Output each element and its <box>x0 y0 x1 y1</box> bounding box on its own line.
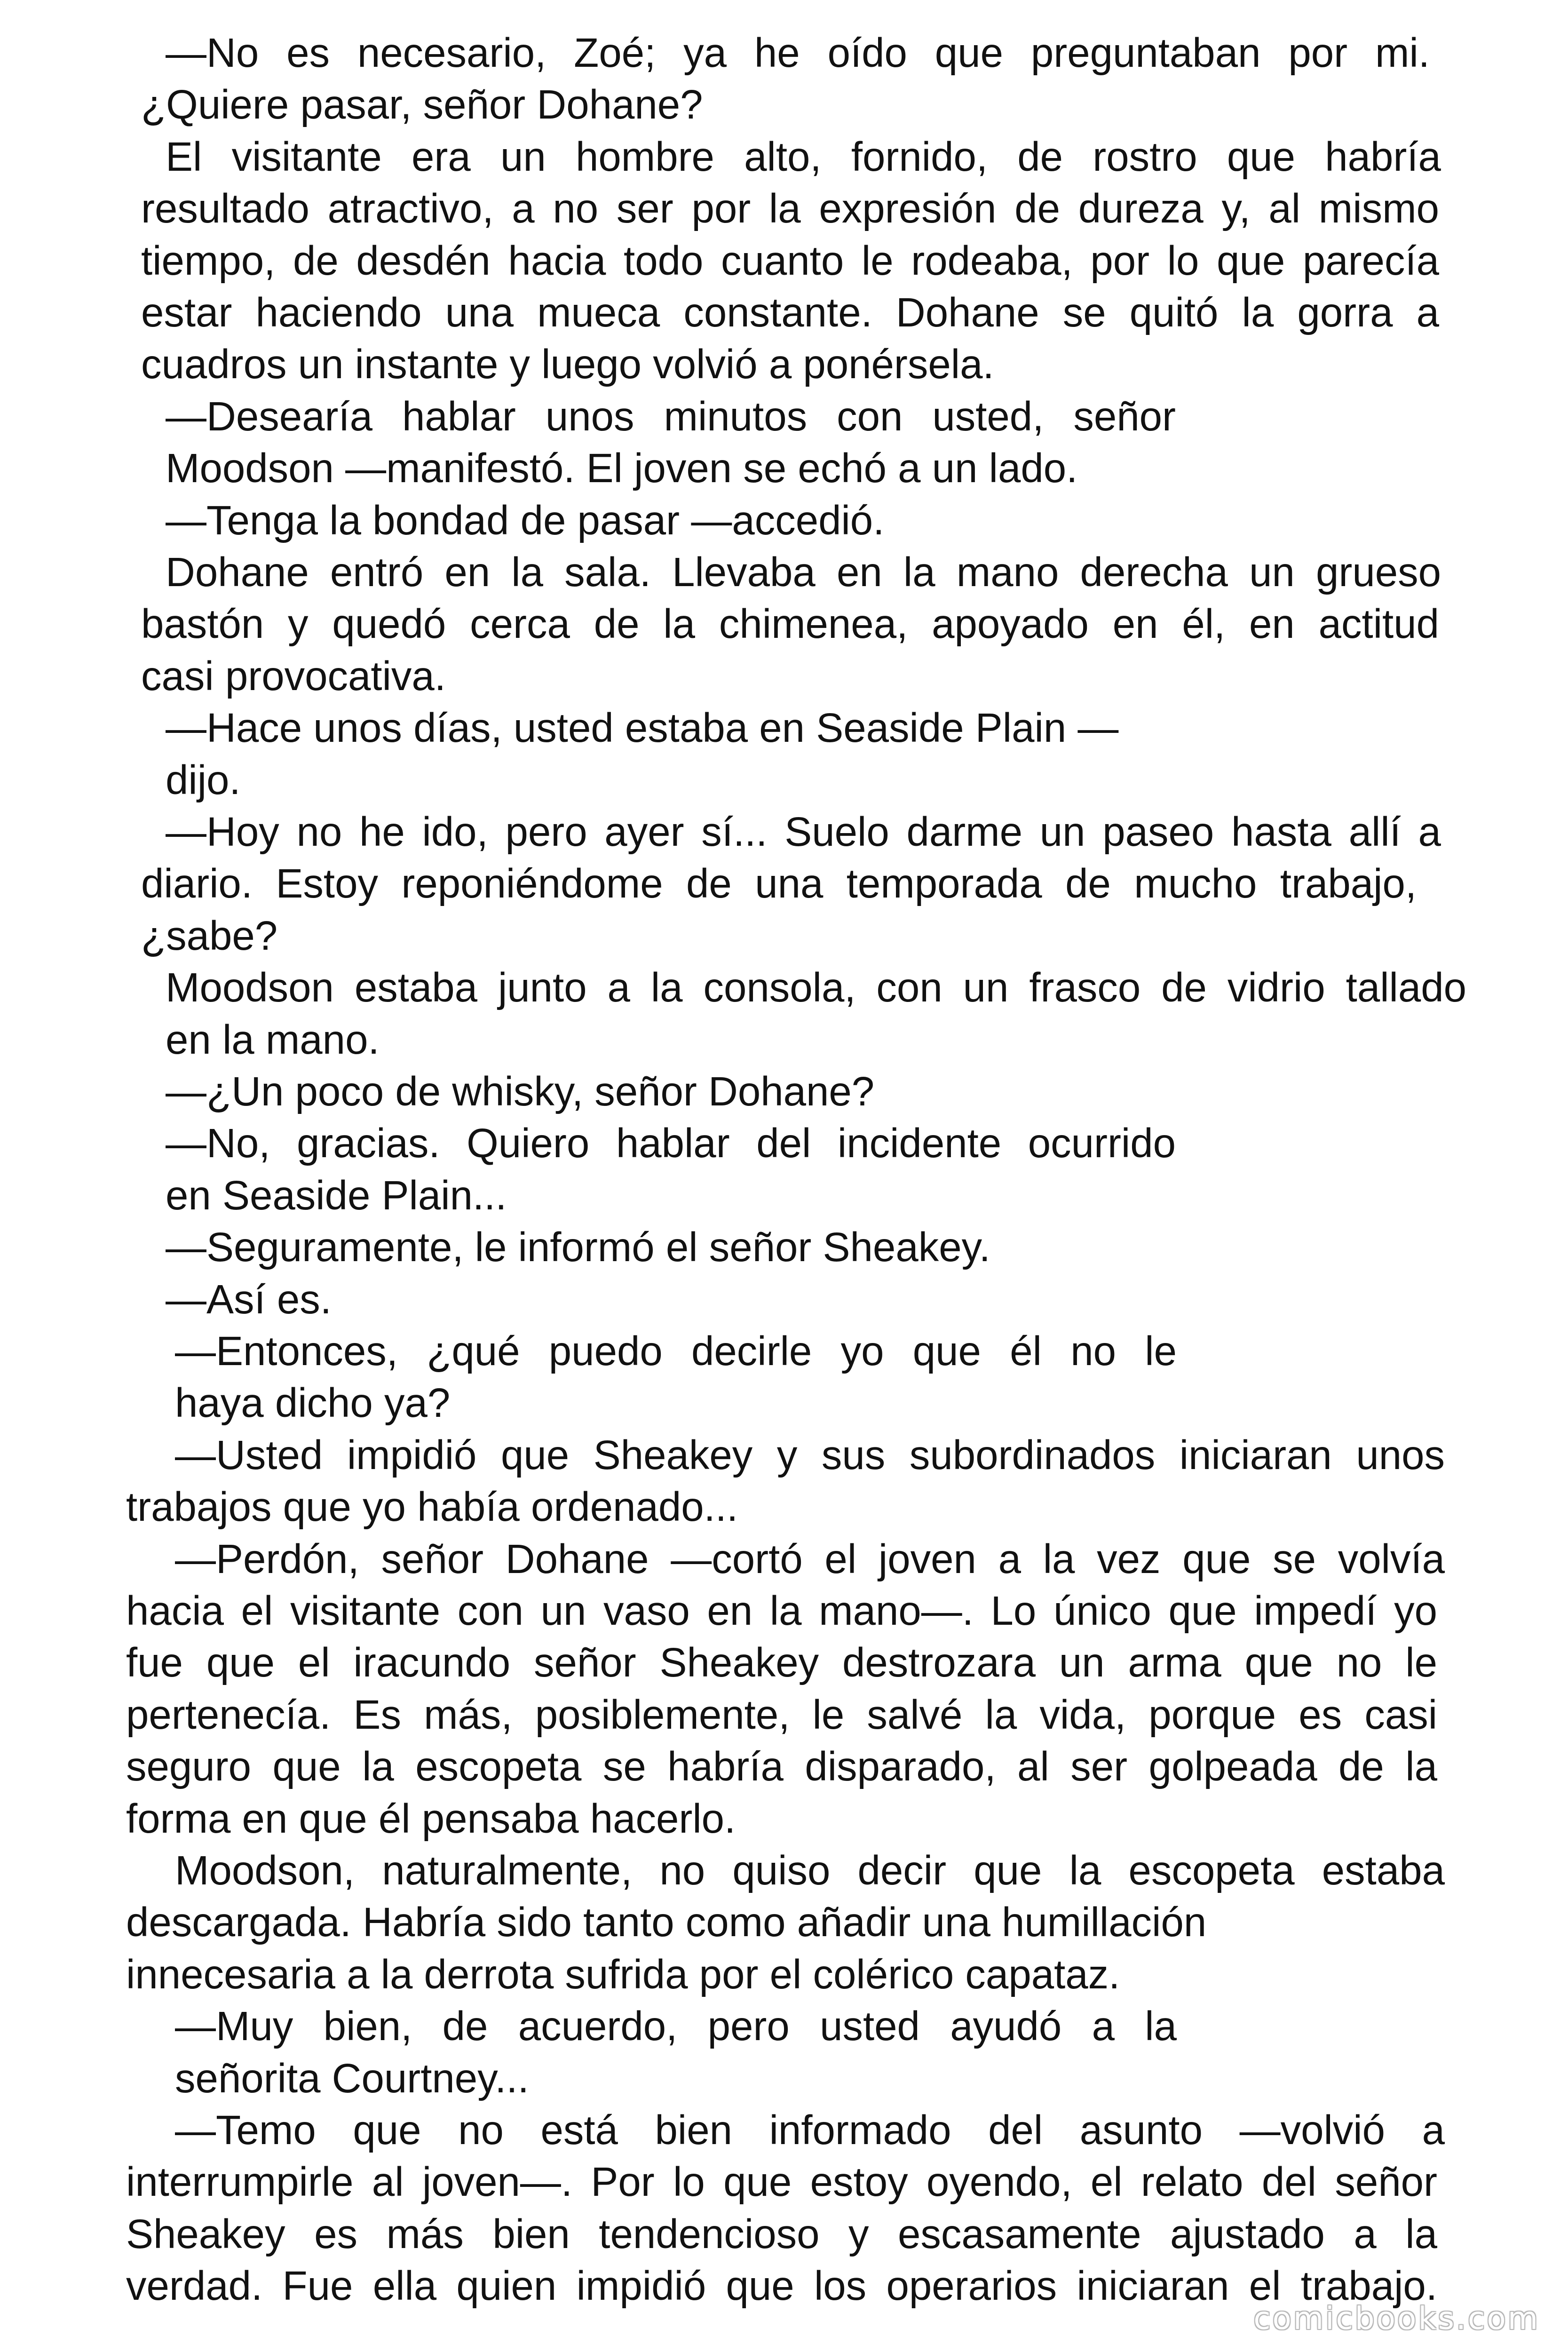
text-line: pertenecía. Es más, posiblemente, le salvé la vida, porque es casi <box>126 1692 1438 1738</box>
text-line: cuadros un instante y luego volvió a ponérsela. <box>141 342 994 387</box>
text-line: —Perdón, señor Dohane —cortó el joven a la vez que se volvía <box>175 1536 1445 1582</box>
text-line: casi provocativa. <box>141 653 446 699</box>
text-line: seguro que la escopeta se habría disparado, al ser golpeada de la <box>126 1744 1437 1789</box>
text-line: señorita Courtney... <box>175 2056 529 2101</box>
text-line: en la mano. <box>166 1017 380 1063</box>
text-line: —Desearía hablar unos minutos con usted, señor <box>166 394 1176 439</box>
text-line: —No, gracias. Quiero hablar del incidente ocurrido <box>166 1120 1176 1166</box>
text-line: interrumpirle al joven—. Por lo que estoy oyendo, el relato del señor <box>126 2159 1437 2205</box>
text-line: —¿Un poco de whisky, señor Dohane? <box>166 1069 875 1114</box>
text-line: bastón y quedó cerca de la chimenea, apoyado en él, en actitud <box>141 601 1439 647</box>
text-line: estar haciendo una mueca constante. Dohane se quitó la gorra a <box>141 290 1439 335</box>
text-line: —Así es. <box>166 1277 332 1322</box>
text-line: —Usted impidió que Sheakey y sus subordinados iniciaran unos <box>175 1432 1445 1478</box>
text-line: —Temo que no está bien informado del asunto —volvió a <box>175 2107 1445 2153</box>
text-line: —Tenga la bondad de pasar —accedió. <box>166 498 885 543</box>
text-line: El visitante era un hombre alto, fornido, de rostro que habría <box>166 134 1441 180</box>
text-line: —Hace unos días, usted estaba en Seaside Plain — <box>166 705 1119 751</box>
text-line: ¿Quiere pasar, señor Dohane? <box>141 82 703 127</box>
text-line: Moodson —manifestó. El joven se echó a un lado. <box>166 445 1078 491</box>
text-line: Sheakey es más bien tendencioso y escasamente ajustado a la <box>126 2211 1437 2257</box>
text-line: en Seaside Plain... <box>166 1173 507 1218</box>
text-line: forma en que él pensaba hacerlo. <box>126 1796 736 1842</box>
text-line: Moodson, naturalmente, no quiso decir que la escopeta estaba <box>175 1848 1445 1893</box>
text-line: diario. Estoy reponiéndome de una temporada de mucho trabajo, <box>141 861 1417 906</box>
watermark: comicbooks.com <box>1253 2300 1540 2336</box>
text-line: ¿sabe? <box>141 913 278 959</box>
text-line: hacia el visitante con un vaso en la mano—. Lo único que impedí yo <box>126 1588 1437 1634</box>
text-line: verdad. Fue ella quien impidió que los operarios iniciaran el trabajo. <box>126 2263 1437 2309</box>
text-line: —Entonces, ¿qué puedo decirle yo que él no le <box>175 1328 1177 1374</box>
text-line: resultado atractivo, a no ser por la expresión de dureza y, al mismo <box>141 186 1439 231</box>
text-line: —No es necesario, Zoé; ya he oído que preguntaban por mi. <box>166 30 1430 76</box>
text-line: Dohane entró en la sala. Llevaba en la mano derecha un grueso <box>166 549 1441 595</box>
text-line: —Muy bien, de acuerdo, pero usted ayudó a la <box>175 2003 1177 2049</box>
text-line: descargada. Habría sido tanto como añadir una humillación <box>126 1899 1207 1945</box>
text-line: —Hoy no he ido, pero ayer sí... Suelo darme un paseo hasta allí a <box>166 809 1441 855</box>
text-line: trabajos que yo había ordenado... <box>126 1484 738 1530</box>
text-line: dijo. <box>166 757 241 803</box>
text-line: fue que el iracundo señor Sheakey destrozara un arma que no le <box>126 1640 1437 1685</box>
text-line: —Seguramente, le informó el señor Sheakey. <box>166 1224 990 1270</box>
text-line: tiempo, de desdén hacia todo cuanto le rodeaba, por lo que parecía <box>141 238 1440 284</box>
text-line: Moodson estaba junto a la consola, con un frasco de vidrio tallado <box>166 965 1467 1010</box>
text-line: haya dicho ya? <box>175 1380 451 1426</box>
text-line: innecesaria a la derrota sufrida por el colérico capataz. <box>126 1952 1120 1997</box>
